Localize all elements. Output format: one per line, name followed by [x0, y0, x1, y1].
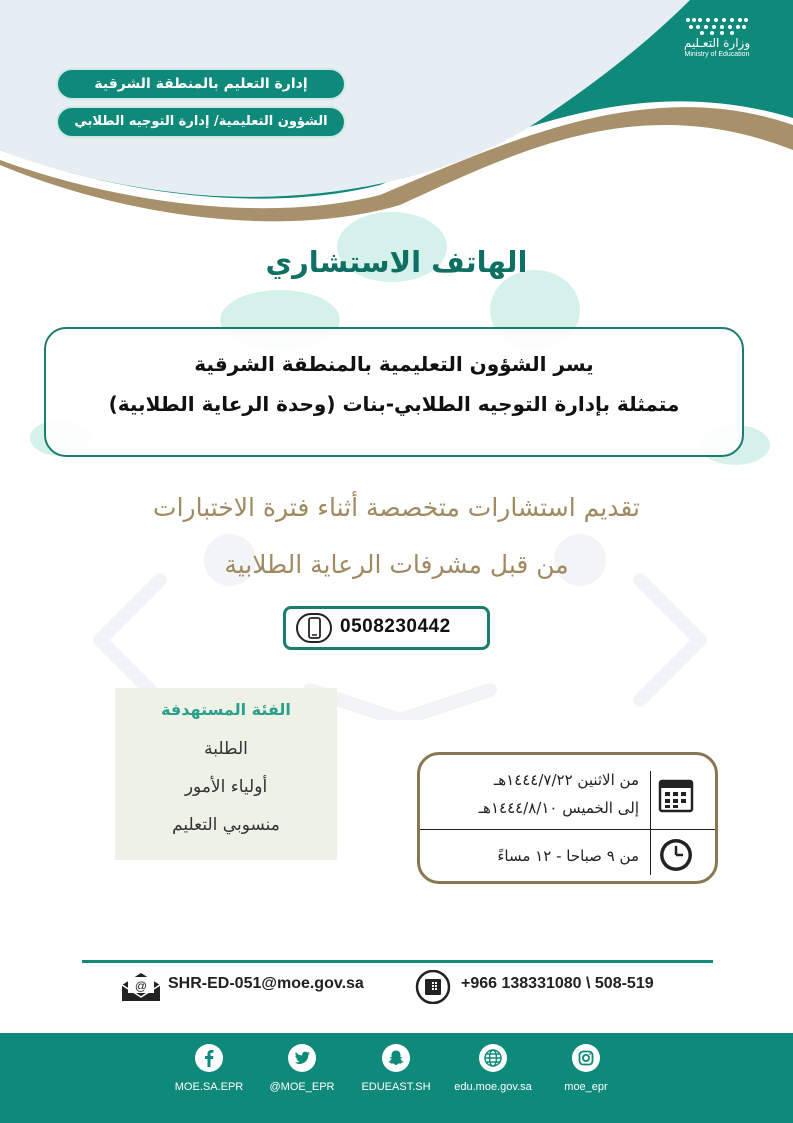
phone-number: 0508230442 [340, 616, 451, 637]
instagram-icon [571, 1043, 601, 1073]
twitter-icon [287, 1043, 317, 1073]
page-title: الهاتف الاستشاري [265, 245, 528, 279]
social-website[interactable] [446, 1043, 540, 1093]
social-label: edu.moe.gov.sa [454, 1081, 532, 1093]
region-pill: إدارة التعليم بالمنطقة الشرقية [56, 68, 346, 100]
ministry-name-english: Ministry of Education [684, 51, 750, 58]
schedule-divider [420, 829, 715, 830]
target-group-item: الطلبة [204, 739, 248, 759]
target-group-box [115, 688, 337, 860]
clock-icon [658, 837, 694, 873]
social-label: MOE.SA.EPR [174, 1081, 244, 1093]
calendar-icon [658, 777, 694, 813]
telephone-icon [415, 970, 451, 1004]
social-label: EDUEAST.SH [361, 1081, 431, 1093]
contact-divider [82, 960, 713, 963]
schedule-divider [650, 771, 651, 875]
mobile-phone-icon [296, 613, 332, 643]
schedule-time: من ٩ صباحا - ١٢ مساءً [497, 847, 639, 865]
schedule-date-from: من الاثنين ١٤٤٤/٧/٢٢هـ [493, 771, 639, 789]
social-instagram[interactable] [554, 1043, 618, 1093]
target-group-item: أولياء الأمور [184, 777, 268, 797]
department-pill: الشؤون التعليمية/ إدارة التوجيه الطلابي [56, 106, 346, 138]
snapchat-icon [381, 1043, 411, 1073]
intro-line-1: يسر الشؤون التعليمية بالمنطقة الشرقية [194, 352, 594, 376]
target-group-item: منسوبي التعليم [172, 815, 280, 835]
intro-line-2: متمثلة بإدارة التوجيه الطلابي-بنات (وحدة الرعاية الطلابية) [108, 392, 680, 416]
email-address[interactable]: SHR-ED-051@moe.gov.sa [168, 975, 364, 992]
target-group-title: الفئة المستهدفة [161, 700, 291, 719]
schedule-box [417, 752, 718, 884]
social-snapchat[interactable] [356, 1043, 436, 1093]
ministry-name-arabic: وزارة التعـليم [683, 36, 751, 50]
social-twitter[interactable] [262, 1043, 342, 1093]
footer-bar [0, 1033, 793, 1123]
subtitle-line-1: تقديم استشارات متخصصة أثناء فترة الاختبارات [153, 493, 640, 522]
social-label: @MOE_EPR [269, 1081, 335, 1093]
ministry-logo-icon [682, 14, 752, 36]
social-facebook[interactable] [172, 1043, 246, 1093]
social-label: moe_epr [564, 1081, 608, 1093]
intro-box [44, 327, 744, 457]
globe-icon [478, 1043, 508, 1073]
phone-number-box[interactable] [283, 606, 490, 650]
facebook-icon [194, 1043, 224, 1073]
email-icon [120, 971, 162, 1003]
schedule-date-to: إلى الخميس ١٤٤٤/٨/١٠هـ [478, 799, 639, 817]
svg-text:@: @ [134, 979, 148, 993]
subtitle-line-2: من قبل مشرفات الرعاية الطلابية [224, 550, 569, 579]
telephone-number[interactable]: +966 138331080 \ 508-519 [461, 975, 654, 992]
ministry-logo [662, 14, 772, 74]
